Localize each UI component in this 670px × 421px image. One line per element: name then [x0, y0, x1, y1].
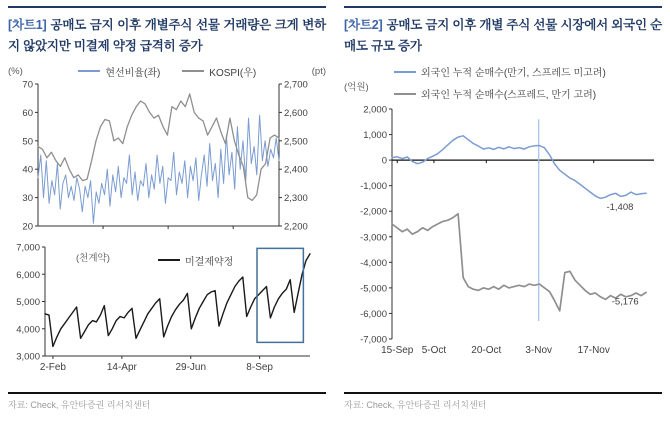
svg-text:-4,000: -4,000 — [360, 257, 387, 269]
legend-item-open-interest — [158, 253, 233, 268]
svg-text:5,000: 5,000 — [16, 297, 40, 308]
svg-text:20-Oct: 20-Oct — [471, 345, 502, 356]
open-interest-unit-label: (천계약) — [76, 253, 110, 264]
svg-text:2,300: 2,300 — [284, 193, 308, 205]
svg-text:50: 50 — [22, 136, 33, 148]
chart2-tag: [차트2] — [344, 18, 383, 32]
svg-text:2,500: 2,500 — [284, 136, 308, 148]
svg-text:6,000: 6,000 — [16, 269, 40, 281]
legend-label: 미결제약정 — [185, 256, 234, 268]
svg-text:3-Nov: 3-Nov — [525, 345, 553, 356]
chart2-legend — [394, 64, 662, 101]
chart1-top-legend — [23, 64, 312, 79]
svg-text:2,200: 2,200 — [284, 221, 308, 233]
svg-text:1,000: 1,000 — [363, 130, 387, 142]
svg-text:14-Apr: 14-Apr — [106, 362, 137, 373]
right-axis-unit-label: (pt) — [311, 65, 326, 77]
svg-text:-3,000: -3,000 — [360, 232, 387, 244]
chart2-legend-block — [344, 64, 662, 102]
black-line-swatch — [158, 259, 180, 261]
svg-text:-2,000: -2,000 — [360, 206, 387, 218]
chart2-title-text: 공매도 금지 이후 개별 주식 선물 시장에서 외국인 순매도 규모 증가 — [344, 18, 662, 53]
svg-text:3,000: 3,000 — [16, 351, 40, 363]
svg-text:8-Sep: 8-Sep — [246, 362, 273, 373]
foreign-net-buy-chart — [344, 104, 661, 356]
panel-chart1 — [8, 6, 326, 413]
legend-item-net-buy-no-spread — [394, 64, 662, 79]
svg-text:-6,000: -6,000 — [360, 308, 387, 320]
legend-label: 외국인 누적 순매수(스프레드, 만기 고려) — [421, 90, 597, 101]
legend-label: KOSPI(우) — [209, 67, 257, 79]
svg-text:7,000: 7,000 — [16, 242, 40, 254]
legend-label: 외국인 누적 순매수(만기, 스프레드 미고려) — [421, 68, 606, 79]
gray-line-swatch — [182, 70, 204, 72]
svg-text:29-Jun: 29-Jun — [175, 362, 207, 373]
legend-item-kospi — [182, 64, 256, 79]
chart2-title — [344, 6, 662, 59]
svg-text:15-Sep: 15-Sep — [381, 345, 414, 356]
chart1-title — [8, 6, 326, 59]
chart2-source: 자료: Check, 유안타증권 리서치센터 — [344, 400, 487, 410]
hedge-ratio-kospi-chart — [8, 79, 325, 239]
left-axis-unit-label: (%) — [8, 65, 23, 77]
svg-text:60: 60 — [22, 107, 33, 119]
svg-text:2,400: 2,400 — [284, 164, 308, 176]
open-interest-chart-wrap — [8, 241, 326, 373]
blue-line-swatch — [394, 71, 416, 73]
chart1-source: 자료: Check, 유안타증권 리서치센터 — [8, 400, 151, 410]
svg-text:40: 40 — [22, 164, 33, 176]
svg-text:-5,176: -5,176 — [611, 296, 639, 308]
legend-label: 현선비율(좌) — [105, 67, 161, 79]
legend-item-hedge-ratio — [78, 64, 160, 79]
open-interest-legend — [158, 248, 233, 268]
gray-line-swatch — [394, 93, 416, 95]
svg-text:0: 0 — [381, 155, 387, 167]
svg-text:2,700: 2,700 — [284, 79, 308, 91]
won-axis-unit-label: (억원) — [344, 82, 369, 93]
svg-text:-7,000: -7,000 — [360, 334, 387, 346]
svg-text:5-Oct: 5-Oct — [421, 345, 447, 356]
svg-text:17-Nov: 17-Nov — [577, 345, 610, 356]
svg-text:20: 20 — [22, 221, 33, 233]
panel-chart2 — [344, 6, 662, 413]
chart1-tag: [차트1] — [8, 18, 47, 32]
svg-text:2-Feb: 2-Feb — [39, 362, 67, 373]
svg-text:-1,408: -1,408 — [606, 201, 634, 213]
chart1-top-header — [8, 63, 326, 79]
blue-line-swatch — [78, 70, 100, 72]
legend-item-net-buy-with-spread — [394, 86, 662, 101]
svg-text:4,000: 4,000 — [16, 324, 40, 336]
svg-text:70: 70 — [22, 79, 33, 91]
svg-text:30: 30 — [22, 193, 33, 205]
chart1-title-text: 공매도 금지 이후 개별주식 선물 거래량은 크게 변하지 않았지만 미결제 약정 급격히 증가 — [8, 18, 326, 53]
svg-text:-1,000: -1,000 — [360, 181, 387, 193]
svg-text:2,600: 2,600 — [284, 107, 308, 119]
svg-text:-5,000: -5,000 — [360, 283, 387, 295]
svg-text:2,000: 2,000 — [363, 104, 387, 116]
